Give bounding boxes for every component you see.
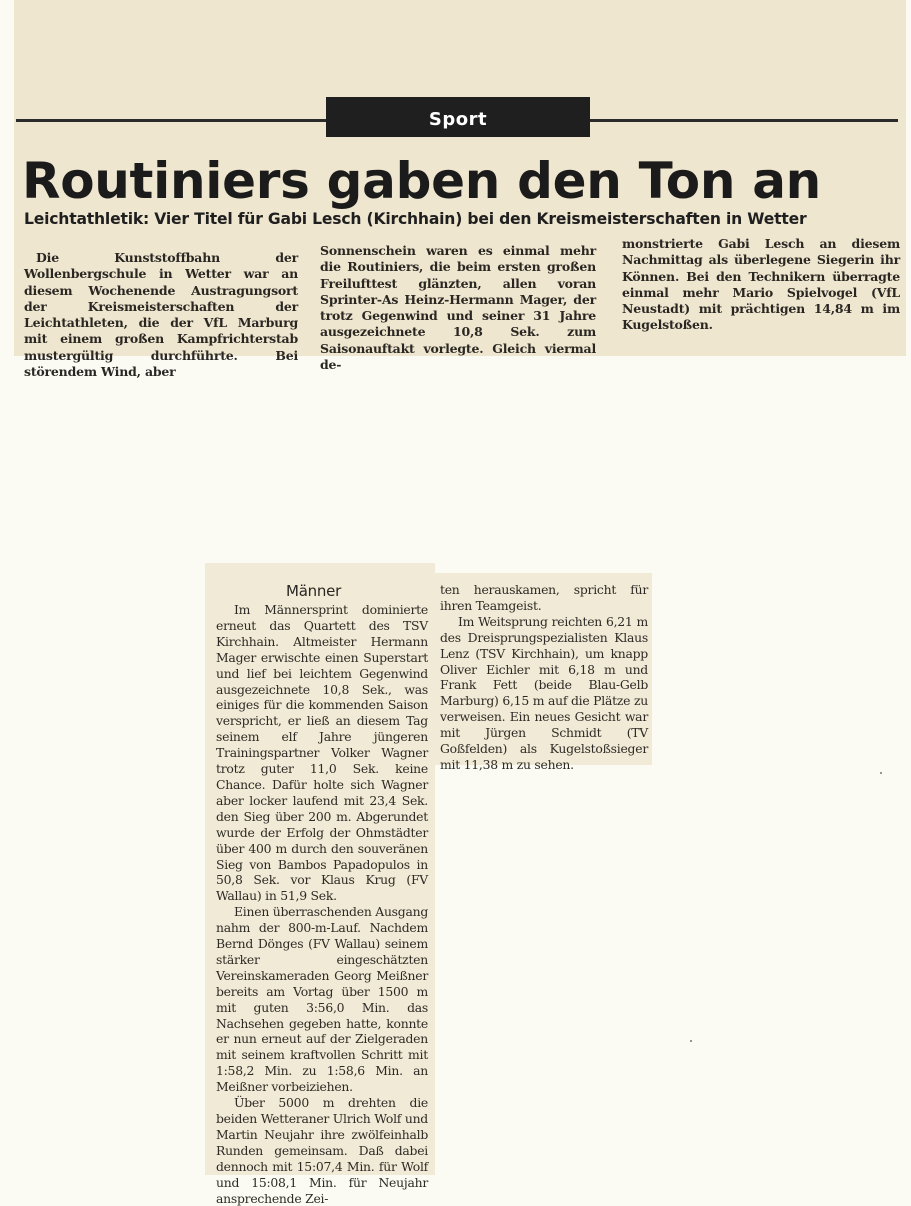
body-paragraph: Einen überraschenden Ausgang nahm der 800-m-Lauf. Nachdem Bernd Dönges (FV Wallau) seinem stärker eingeschätzten Vereinskameraden Georg Meißner bereits am Vortag über 1500 m mit guten 3:56,0 Min. das Nachsehen gegeben hatte, konnte er nun erneut auf der Zielgeraden mit seinem kraftvollen Schritt mit 1:58,2 Min. zu 1:58,6 Min. an Meißner vorbeiziehen. xyxy=(216,904,429,1095)
paper-speck xyxy=(880,772,882,774)
section-rule-left xyxy=(16,119,326,122)
intro-paragraph: Die Kunststoffbahn der Wollenbergschule in Wetter war an diesem Wochenende Austragungsort der Kreismeisterschaften der Leichtathleten, die der VfL Marburg mit einem großen Kampfrichterstab mustergültig durchführte. Bei störendem Wind, aber xyxy=(24,250,298,380)
intro-paragraph: monstrierte Gabi Lesch an diesem Nachmittag als überlegene Siegerin ihr Können. Bei den Technikern überragte einmal mehr Mario Spielvogel (VfL Neustadt) mit prächtigen 14,84 m im Kugelstoßen. xyxy=(622,236,900,333)
intro-column-2 xyxy=(320,243,596,373)
body-paragraph: Über 5000 m drehten die beiden Wetteraner Ulrich Wolf und Martin Neujahr ihre zwölfeinhalb Runden gemeinsam. Daß dabei dennoch mit 15:07,4 Min. für Wolf und 15:08,1 Min. für Neujahr ansprechende Zei- xyxy=(216,1095,428,1206)
intro-paragraph: Sonnenschein waren es einmal mehr die Routiniers, die beim ersten großen Freilufttest glänzten, allen voran Sprinter-As Heinz-Hermann Mager, der trotz Gegenwind und seiner 31 Jahre ausgezeichnete 10,8 Sek. zum Saisonauftakt vorlegte. Gleich viermal de- xyxy=(320,243,596,373)
subheadline: Leichtathletik: Vier Titel für Gabi Lesch (Kirchhain) bei den Kreismeisterschaften in Wetter xyxy=(24,210,807,228)
intro-column-3 xyxy=(622,236,900,334)
maenner-column xyxy=(216,582,428,1206)
section-heading-maenner: Männer xyxy=(286,582,342,600)
body-paragraph: ten herauskamen, spricht für ihren Teamgeist. xyxy=(440,582,648,613)
headline: Routiniers gaben den Ton an xyxy=(22,152,821,210)
section-rule-right xyxy=(590,119,898,122)
continuation-column xyxy=(440,582,648,773)
section-label: Sport xyxy=(326,97,590,137)
body-paragraph: Im Weitsprung reichten 6,21 m des Dreisprungspezialisten Klaus Lenz (TSV Kirchhain), um knapp Oliver Eichler mit 6,18 m und Frank Fett (beide Blau-Gelb Marburg) 6,15 m auf die Plätze zu verweisen. Ein neues Gesicht war mit Jürgen Schmidt (TV Goßfelden) als Kugelstoßsieger mit 11,38 m zu sehen. xyxy=(440,613,648,772)
paper-speck xyxy=(690,1040,692,1042)
body-paragraph: Im Männersprint dominierte erneut das Quartett des TSV Kirchhain. Altmeister Hermann Mager erwischte einen Superstart und lief bei leichtem Gegenwind ausgezeichnete 10,8 Sek., was einiges für die kommenden Saison verspricht, er ließ an diesem Tag seinem elf Jahre jüngeren Trainingspartner Volker Wagner trotz guter 11,0 Sek. keine Chance. Dafür holte sich Wagner aber locker laufend mit 23,4 Sek. den Sieg über 200 m. Abgerundet wurde der Erfolg der Ohmstädter über 400 m durch den souveränen Sieg von Bambos Papadopulos in 50,8 Sek. vor Klaus Krug (FV Wallau) in 51,9 Sek. xyxy=(216,602,428,904)
intro-column-1 xyxy=(24,250,298,380)
